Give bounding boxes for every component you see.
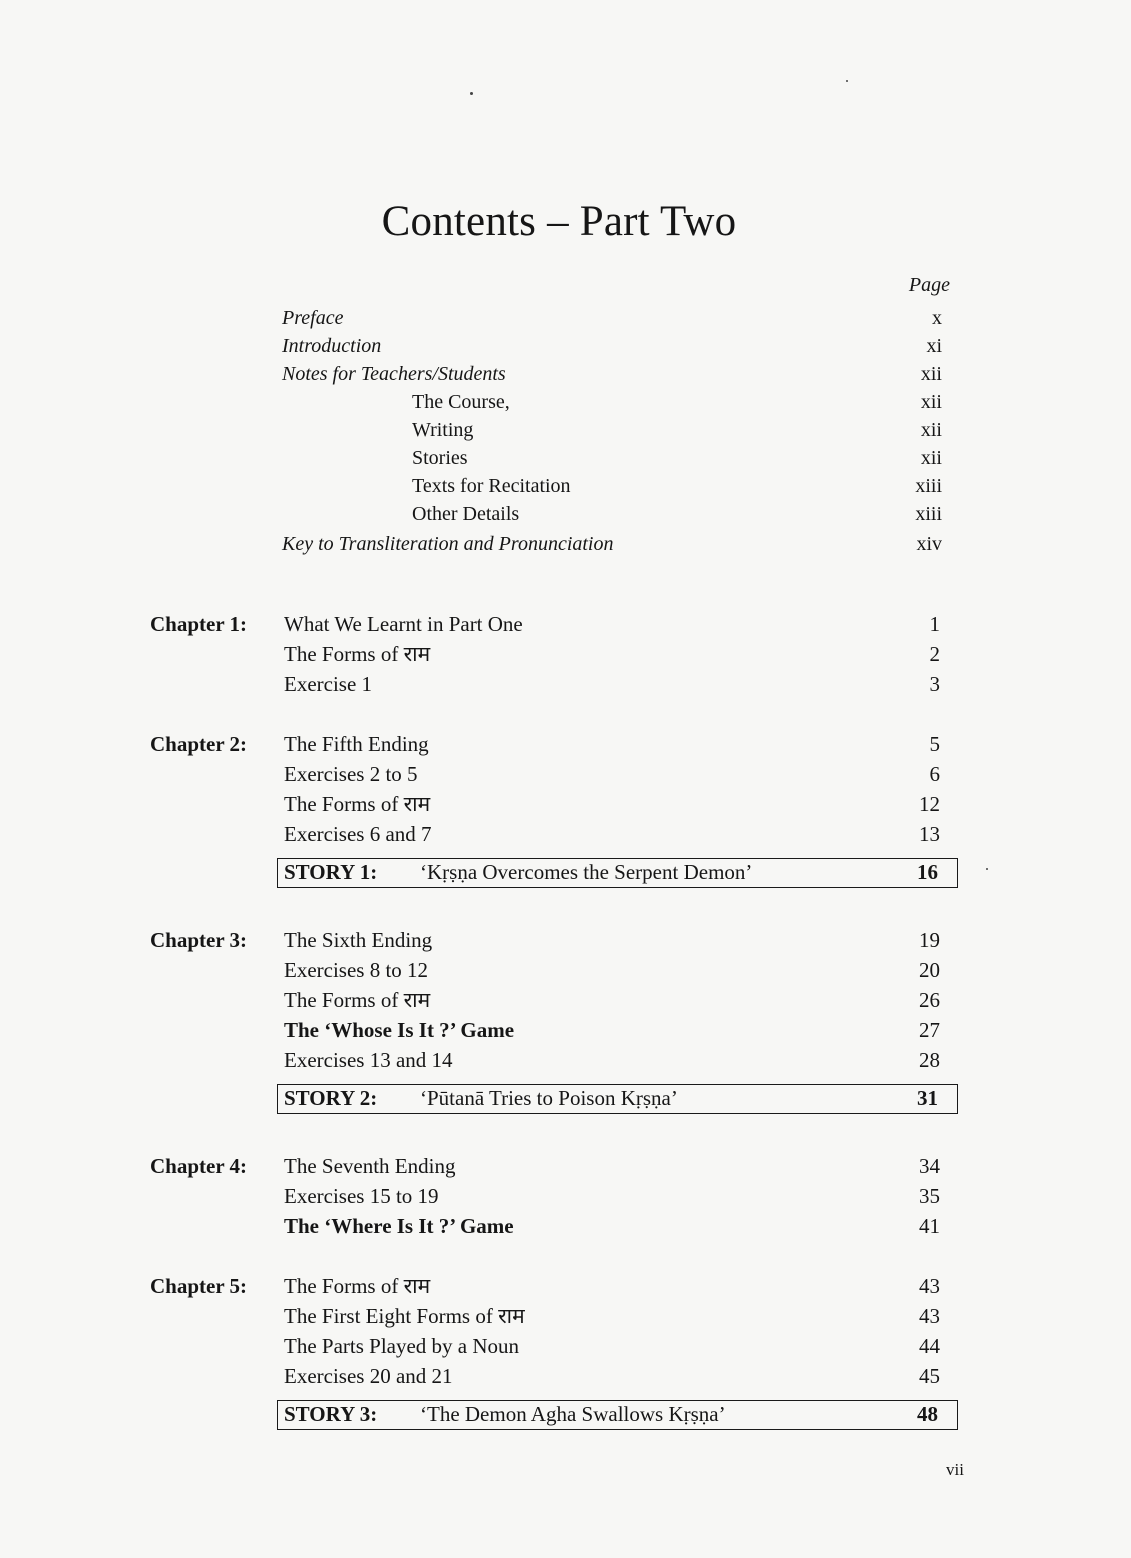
chapter-label: Chapter 1: — [150, 612, 248, 636]
toc-entry-page: 2 — [929, 642, 940, 666]
toc-entry-row — [284, 1302, 940, 1330]
story-number: STORY 1: — [284, 860, 378, 884]
story-number: STORY 3: — [284, 1402, 378, 1426]
toc-entry-page: 45 — [919, 1364, 940, 1388]
toc-entry-title: Exercises 20 and 21 — [284, 1364, 453, 1388]
toc-entry-page: 6 — [929, 762, 940, 786]
toc-front-row — [282, 500, 942, 528]
page-title: Contents – Part Two — [381, 198, 737, 245]
toc-entry-row — [284, 956, 940, 984]
toc-entry-page: 41 — [919, 1214, 940, 1238]
toc-entry-row — [284, 820, 940, 848]
toc-entry-page: xii — [920, 419, 942, 441]
toc-entry-page: 19 — [919, 928, 940, 952]
toc-entry-page: xi — [926, 335, 942, 357]
story-entry-box — [277, 1400, 958, 1430]
story-title: ‘Pūtanā Tries to Poison Kṛṣṇa’ — [420, 1086, 678, 1110]
toc-front-row — [282, 304, 942, 332]
toc-entry-row — [284, 730, 940, 758]
story-page: 31 — [917, 1086, 938, 1110]
toc-entry-title: Exercises 15 to 19 — [284, 1184, 439, 1208]
toc-entry-row — [284, 790, 940, 818]
toc-entry-title: The Forms of राम — [284, 988, 431, 1012]
story-title: ‘The Demon Agha Swallows Kṛṣṇa’ — [420, 1402, 726, 1426]
toc-entry-title: The Forms of राम — [284, 792, 431, 816]
toc-entry-row — [284, 986, 940, 1014]
toc-front-row — [282, 388, 942, 416]
toc-entry-title: The Forms of राम — [284, 1274, 431, 1298]
toc-entry-title: Exercises 13 and 14 — [284, 1048, 453, 1072]
toc-front-row — [282, 332, 942, 360]
toc-entry-row — [284, 926, 940, 954]
toc-entry-page: xii — [920, 391, 942, 413]
toc-entry-row — [284, 1332, 940, 1360]
toc-entry-title: Preface — [282, 307, 344, 329]
toc-entry-title: Introduction — [282, 335, 382, 357]
toc-entry-row — [284, 610, 940, 638]
toc-entry-page: 27 — [919, 1018, 940, 1042]
chapter-label: Chapter 2: — [150, 732, 248, 756]
toc-entry-page: 20 — [919, 958, 940, 982]
toc-entry-title: The Sixth Ending — [284, 928, 433, 952]
toc-entry-title: The Parts Played by a Noun — [284, 1334, 520, 1358]
toc-entry-page: xiv — [916, 533, 942, 555]
story-number: STORY 2: — [284, 1086, 378, 1110]
toc-entry-title: The Forms of राम — [284, 642, 431, 666]
toc-entry-page: xii — [920, 447, 942, 469]
story-title: ‘Kṛṣṇa Overcomes the Serpent Demon’ — [420, 860, 753, 884]
toc-entry-row — [284, 1272, 940, 1300]
toc-entry-title: Texts for Recitation — [412, 475, 571, 497]
toc-entry-title: Exercises 2 to 5 — [284, 762, 418, 786]
toc-entry-title: The Fifth Ending — [284, 732, 429, 756]
toc-entry-page: 34 — [919, 1154, 940, 1178]
toc-entry-page: 1 — [929, 612, 940, 636]
toc-entry-page: 43 — [919, 1274, 940, 1298]
toc-entry-page: 12 — [919, 792, 940, 816]
toc-entry-title: Exercises 8 to 12 — [284, 958, 429, 982]
toc-entry-page: 3 — [929, 672, 940, 696]
toc-entry-title: Exercises 6 and 7 — [284, 822, 432, 846]
scan-speck — [986, 868, 988, 870]
toc-entry-row — [284, 670, 940, 698]
toc-front-row — [282, 444, 942, 472]
page-number: vii — [946, 1460, 964, 1479]
toc-entry-title: The ‘Where Is It ?’ Game — [284, 1214, 514, 1238]
toc-entry-page: xii — [920, 363, 942, 385]
page-column-heading: Page — [908, 274, 950, 296]
toc-entry-title: The First Eight Forms of राम — [284, 1304, 525, 1328]
toc-entry-row — [284, 1362, 940, 1390]
toc-entry-page: 28 — [919, 1048, 940, 1072]
toc-entry-title: Exercise 1 — [284, 672, 373, 696]
toc-entry-title: Key to Transliteration and Pronunciation — [282, 533, 614, 555]
toc-entry-title: Other Details — [412, 503, 520, 525]
scan-speck — [846, 80, 848, 82]
toc-entry-title: Writing — [412, 419, 474, 441]
toc-entry-page: 5 — [929, 732, 940, 756]
toc-entry-row — [284, 1046, 940, 1074]
toc-entry-page: xiii — [915, 503, 942, 525]
chapter-label: Chapter 4: — [150, 1154, 248, 1178]
toc-entry-page: xiii — [915, 475, 942, 497]
toc-entry-row — [284, 1016, 940, 1044]
toc-entry-row — [284, 1182, 940, 1210]
toc-entry-row — [284, 1152, 940, 1180]
toc-entry-page: 26 — [919, 988, 940, 1012]
toc-entry-title: Stories — [412, 447, 468, 469]
story-page: 16 — [917, 860, 938, 884]
toc-front-row — [282, 472, 942, 500]
toc-front-row — [282, 416, 942, 444]
chapter-label: Chapter 5: — [150, 1274, 248, 1298]
toc-entry-page: 44 — [919, 1334, 940, 1358]
toc-entry-title: The Course, — [412, 391, 510, 413]
toc-entry-title: Notes for Teachers/Students — [282, 363, 506, 385]
story-entry-box — [277, 858, 958, 888]
toc-entry-page: 35 — [919, 1184, 940, 1208]
toc-front-row — [282, 530, 942, 558]
toc-entry-page: 43 — [919, 1304, 940, 1328]
toc-entry-page: x — [932, 307, 942, 329]
toc-front-row — [282, 360, 942, 388]
toc-entry-title: The Seventh Ending — [284, 1154, 456, 1178]
story-entry-box — [277, 1084, 958, 1114]
toc-entry-title: The ‘Whose Is It ?’ Game — [284, 1018, 515, 1042]
toc-entry-page: 13 — [919, 822, 940, 846]
toc-entry-row — [284, 760, 940, 788]
story-page: 48 — [917, 1402, 938, 1426]
toc-entry-title: What We Learnt in Part One — [284, 612, 523, 636]
toc-entry-row — [284, 640, 940, 668]
toc-entry-row — [284, 1212, 940, 1240]
scan-speck — [470, 92, 473, 95]
chapter-label: Chapter 3: — [150, 928, 248, 952]
